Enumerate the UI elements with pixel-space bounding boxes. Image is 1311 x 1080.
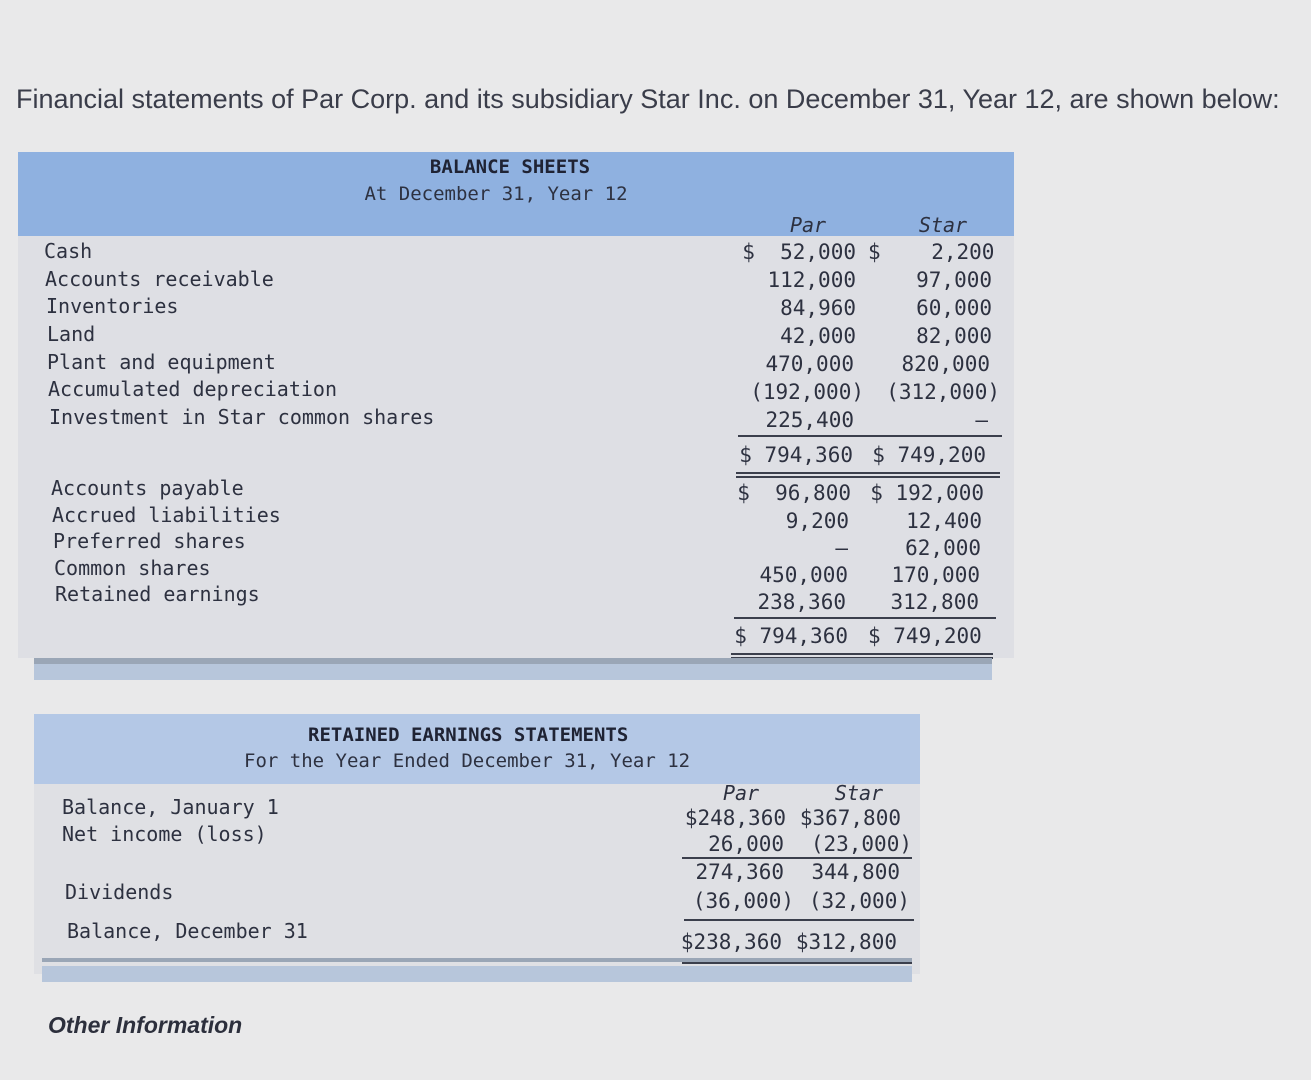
subtotal-rule (734, 617, 996, 619)
col-header-star: Star (918, 213, 968, 237)
re-subtotal-par: 274,360 (695, 860, 784, 884)
asset-par-value: 84,960 (780, 296, 856, 320)
re-star-value: (23,000) (810, 832, 912, 856)
re-col-header-par: Par (722, 781, 760, 805)
liability-star-value: 62,000 (905, 536, 981, 560)
ending-balance-par: $238,360 (680, 930, 782, 954)
retained-earnings-title: RETAINED EARNINGS STATEMENTS (308, 724, 629, 746)
asset-par-value: 112,000 (767, 268, 856, 292)
subtotal-rule (682, 857, 912, 859)
intro-text: Financial statements of Par Corp. and its subsidiary Star Inc. on December 31, Year 12, are shown below: (16, 84, 1280, 114)
asset-star-value: – (975, 408, 988, 432)
liability-label: Preferred shares (53, 529, 246, 553)
balance-sheet-table (18, 152, 1014, 684)
dividends-star: (32,000) (808, 889, 910, 913)
double-rule-bottom (682, 962, 912, 964)
dividends-par: (36,000) (692, 889, 794, 913)
total-liabilities-star: $ 749,200 (868, 624, 982, 648)
dividends-label: Dividends (65, 880, 174, 904)
liability-par-value: 238,360 (757, 590, 846, 614)
liability-label: Common shares (54, 556, 211, 580)
asset-par-value: $ 52,000 (742, 240, 856, 264)
liability-star-value: 170,000 (891, 563, 980, 587)
balance-sheet-subtitle: At December 31, Year 12 (364, 183, 628, 205)
retained-earnings-subtitle: For the Year Ended December 31, Year 12 (244, 750, 691, 772)
asset-star-value: 820,000 (901, 352, 990, 376)
liability-par-value: $ 96,800 (737, 481, 851, 505)
asset-label: Accounts receivable (45, 267, 274, 291)
re-subtotal-star: 344,800 (811, 860, 900, 884)
liability-star-value: $ 192,000 (870, 481, 984, 505)
asset-par-value: 470,000 (765, 352, 854, 376)
asset-label: Inventories (46, 294, 179, 318)
asset-star-value: 97,000 (916, 268, 992, 292)
total-assets-star: $ 749,200 (872, 443, 986, 467)
double-rule-top (736, 472, 1000, 474)
liability-par-value: 450,000 (759, 563, 848, 587)
table-footer-bar (42, 958, 912, 962)
subtotal-rule (738, 435, 1002, 437)
other-information-heading: Other Information (48, 1012, 243, 1038)
ending-balance-star: $312,800 (795, 930, 897, 954)
asset-label: Land (47, 322, 96, 346)
asset-star-value: 60,000 (916, 296, 992, 320)
liability-star-value: 12,400 (906, 509, 982, 533)
asset-par-value: 225,400 (765, 408, 854, 432)
re-par-value: $248,360 (684, 806, 786, 830)
asset-star-value: 82,000 (916, 324, 992, 348)
liability-par-value: – (835, 536, 848, 560)
asset-label: Plant and equipment (47, 350, 276, 374)
table-footer-bar (34, 664, 992, 680)
asset-star-value: (312,000) (886, 380, 1000, 404)
re-star-value: $367,800 (799, 806, 901, 830)
asset-par-value: 42,000 (780, 324, 856, 348)
retained-earnings-table (34, 714, 920, 986)
asset-label: Cash (44, 239, 93, 263)
asset-star-value: $ 2,200 (868, 240, 995, 264)
double-rule-bottom (736, 476, 1000, 478)
re-par-value: 26,000 (708, 832, 784, 856)
table-footer-bar (42, 966, 912, 982)
asset-label: Investment in Star common shares (49, 405, 435, 429)
liability-star-value: 312,800 (890, 590, 979, 614)
liability-label: Accounts payable (51, 476, 244, 500)
col-header-par: Par (789, 213, 827, 237)
asset-par-value: (192,000) (750, 380, 864, 404)
total-assets-par: $ 794,360 (739, 443, 853, 467)
liability-label: Accrued liabilities (52, 503, 281, 527)
liability-label: Retained earnings (55, 582, 260, 606)
subtotal-rule (684, 919, 914, 921)
double-rule-top (731, 653, 993, 655)
re-row-label: Balance, January 1 (62, 795, 279, 819)
total-liabilities-par: $ 794,360 (734, 624, 848, 648)
balance-sheet-title: BALANCE SHEETS (429, 156, 591, 178)
re-row-label: Net income (loss) (62, 822, 267, 846)
asset-label: Accumulated depreciation (48, 377, 337, 401)
liability-par-value: 9,200 (785, 509, 849, 533)
re-col-header-star: Star (834, 781, 884, 805)
ending-balance-label: Balance, December 31 (67, 919, 308, 943)
